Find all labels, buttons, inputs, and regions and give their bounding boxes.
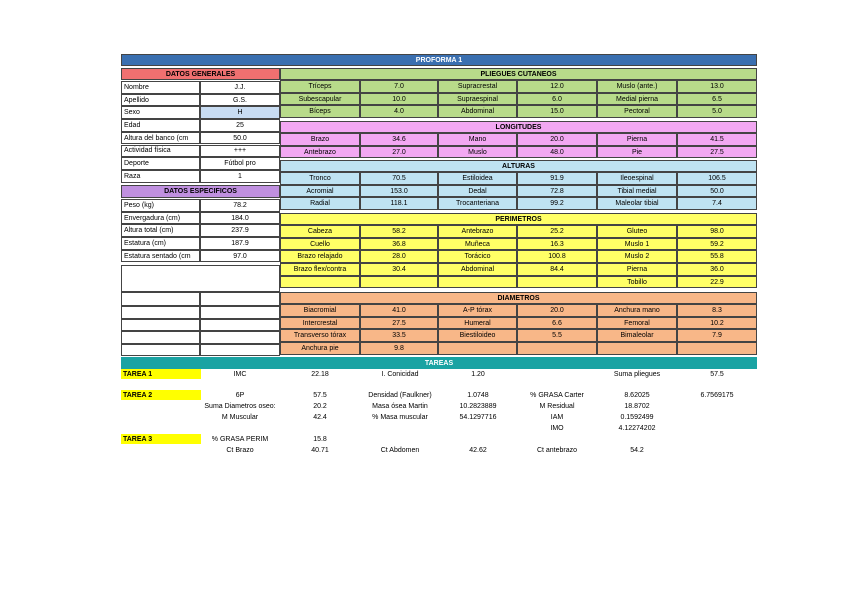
diametros-cell: Intercrestal (280, 317, 360, 330)
perimetros-cell: Antebrazo (438, 225, 517, 238)
row-label: Actividad física (121, 145, 200, 158)
perimetros-cell: 55.8 (677, 250, 757, 263)
row-label: Edad (121, 119, 200, 132)
alturas-cell: 118.1 (360, 197, 438, 210)
alturas-cell: 70.5 (360, 172, 438, 185)
row-value: 97.0 (200, 250, 280, 263)
diametros-header: DIAMETROS (280, 292, 757, 304)
pliegues-cell: Subescapular (280, 93, 360, 106)
empty-cell (200, 319, 280, 332)
diametros-cell: 8.3 (677, 304, 757, 317)
empty-cell (121, 306, 200, 319)
tarea2-item: Masa ósea Martin (372, 402, 428, 410)
perimetros-cell: Tobillo (597, 276, 677, 289)
tarea3-item: 15.8 (313, 435, 327, 443)
alturas-cell: 50.0 (677, 185, 757, 198)
diametros-cell: 41.0 (360, 304, 438, 317)
tarea1-item: 57.5 (710, 370, 724, 378)
tarea2-item: 18.8702 (624, 402, 650, 410)
diametros-cell: Biacromial (280, 304, 360, 317)
pliegues-cell: Muslo (ante.) (597, 80, 677, 93)
pliegues-cell: 13.0 (677, 80, 757, 93)
perimetros-cell: 84.4 (517, 263, 597, 276)
alturas-cell: Tibial medial (597, 185, 677, 198)
perimetros-cell: Brazo relajado (280, 250, 360, 263)
row-label: Apellido (121, 94, 200, 107)
alturas-cell: Estiloidea (438, 172, 517, 185)
perimetros-cell (438, 276, 517, 289)
diametros-cell: 5.5 (517, 329, 597, 342)
pliegues-cell: 4.0 (360, 105, 438, 118)
alturas-cell: Radial (280, 197, 360, 210)
perimetros-cell: 36.0 (677, 263, 757, 276)
row-value: 78.2 (200, 199, 280, 212)
tarea3-item: Ct Brazo (226, 446, 254, 454)
diametros-cell: Bimaleolar (597, 329, 677, 342)
diametros-cell: 27.5 (360, 317, 438, 330)
diametros-cell: 7.9 (677, 329, 757, 342)
longitudes-cell: 27.5 (677, 146, 757, 159)
alturas-cell: Trocanteriana (438, 197, 517, 210)
row-label: Sexo (121, 106, 200, 119)
perimetros-cell (360, 276, 438, 289)
pliegues-cell: Abdominal (438, 105, 517, 118)
tarea1-item: Suma pliegues (613, 370, 661, 378)
pliegues-cell: Tríceps (280, 80, 360, 93)
alturas-cell: 99.2 (517, 197, 597, 210)
alturas-cell: 91.9 (517, 172, 597, 185)
tarea1-label: TAREA 1 (121, 369, 201, 379)
row-label: Altura del banco (cm (121, 132, 200, 145)
tarea2-item: 42.4 (313, 413, 327, 421)
diametros-cell: Anchura mano (597, 304, 677, 317)
tarea2-item: Suma Diametros oseo: (204, 402, 276, 410)
diametros-cell: Humeral (438, 317, 517, 330)
pliegues-cell: 6.5 (677, 93, 757, 106)
perimetros-cell: Torácico (438, 250, 517, 263)
longitudes-cell: 41.5 (677, 133, 757, 146)
longitudes-cell: Pie (597, 146, 677, 159)
perimetros-cell: 22.9 (677, 276, 757, 289)
perimetros-cell: Muslo 1 (597, 238, 677, 251)
tarea3-item: % GRASA PERIM (211, 435, 269, 443)
tarea1-item: IMC (233, 370, 247, 378)
row-label: Altura total (cm) (121, 224, 200, 237)
pliegues-cell: Supracrestal (438, 80, 517, 93)
empty-cell (121, 265, 280, 292)
alturas-header: ALTURAS (280, 160, 757, 172)
tarea2-item: 6P (235, 391, 245, 399)
tarea2-item: % GRASA Carter (530, 391, 584, 399)
empty-cell (200, 306, 280, 319)
row-value: 237.9 (200, 224, 280, 237)
tarea2-item: 57.5 (313, 391, 327, 399)
tarea3-item: 54.2 (630, 446, 644, 454)
tarea3-item: 40.71 (311, 446, 329, 454)
perimetros-cell: Muslo 2 (597, 250, 677, 263)
perimetros-cell: 30.4 (360, 263, 438, 276)
pliegues-cell: Bíceps (280, 105, 360, 118)
row-label: Nombre (121, 81, 200, 94)
pliegues-cell: Pectoral (597, 105, 677, 118)
tarea1-item: I. Conicidad (381, 370, 419, 378)
perimetros-cell: 16.3 (517, 238, 597, 251)
diametros-cell: 9.8 (360, 342, 438, 355)
row-label: Deporte (121, 157, 200, 170)
alturas-cell: Ileoespinal (597, 172, 677, 185)
perimetros-cell: 98.0 (677, 225, 757, 238)
tarea3-item: Ct Abdomen (380, 446, 420, 454)
perimetros-cell: Gluteo (597, 225, 677, 238)
tarea2-label: TAREA 2 (121, 390, 201, 400)
tarea2-item: 8.62025 (624, 391, 650, 399)
longitudes-header: LONGITUDES (280, 121, 757, 133)
perimetros-cell: Muñeca (438, 238, 517, 251)
row-label: Raza (121, 170, 200, 183)
tarea2-item: 10.2823889 (459, 402, 497, 410)
pliegues-cell: 12.0 (517, 80, 597, 93)
longitudes-cell: 27.0 (360, 146, 438, 159)
tarea2-item: 20.2 (313, 402, 327, 410)
tarea1-item: 1.20 (471, 370, 485, 378)
perimetros-cell: Pierna (597, 263, 677, 276)
tarea2-item: IMO (550, 424, 564, 432)
empty-cell (200, 344, 280, 357)
perimetros-cell: Abdominal (438, 263, 517, 276)
row-value: 1 (200, 170, 280, 183)
diametros-cell (517, 342, 597, 355)
alturas-cell: Dedal (438, 185, 517, 198)
pliegues-cell: 6.0 (517, 93, 597, 106)
pliegues-cell: Medial pierna (597, 93, 677, 106)
diametros-cell: Femoral (597, 317, 677, 330)
longitudes-cell: Antebrazo (280, 146, 360, 159)
pliegues-cell: 10.0 (360, 93, 438, 106)
empty-cell (121, 319, 200, 332)
empty-cell (121, 344, 200, 357)
diametros-cell: 10.2 (677, 317, 757, 330)
diametros-cell (597, 342, 677, 355)
longitudes-cell: 48.0 (517, 146, 597, 159)
longitudes-cell: Brazo (280, 133, 360, 146)
tarea2-item: M Muscular (221, 413, 259, 421)
alturas-cell: 7.4 (677, 197, 757, 210)
row-value: 184.0 (200, 212, 280, 225)
row-label: Estatura (cm) (121, 237, 200, 250)
pliegues-cell: Supraespinal (438, 93, 517, 106)
row-value: 187.9 (200, 237, 280, 250)
alturas-cell: 153.0 (360, 185, 438, 198)
diametros-cell: Anchura pie (280, 342, 360, 355)
diametros-cell: 6.6 (517, 317, 597, 330)
perimetros-cell (517, 276, 597, 289)
tarea2-item: 54.1297716 (459, 413, 497, 421)
perimetros-cell: 100.8 (517, 250, 597, 263)
perimetros-header: PERIMETROS (280, 213, 757, 225)
empty-cell (200, 292, 280, 306)
row-label: Envergadura (cm) (121, 212, 200, 225)
longitudes-cell: 34.6 (360, 133, 438, 146)
longitudes-cell: Pierna (597, 133, 677, 146)
diametros-cell (677, 342, 757, 355)
diametros-cell: A-P tórax (438, 304, 517, 317)
alturas-cell: Tronco (280, 172, 360, 185)
perimetros-cell: 58.2 (360, 225, 438, 238)
row-value: H (200, 106, 280, 119)
tarea1-item: 22.18 (311, 370, 329, 378)
perimetros-cell: 28.0 (360, 250, 438, 263)
perimetros-cell: 36.8 (360, 238, 438, 251)
row-value: J.J. (200, 81, 280, 94)
perimetros-cell: Brazo flex/contra (280, 263, 360, 276)
pliegues-cell: 7.0 (360, 80, 438, 93)
diametros-cell: 20.0 (517, 304, 597, 317)
tarea2-item: 4.12274202 (618, 424, 656, 432)
tarea3-item: Ct antebrazo (536, 446, 578, 454)
tareas-header: TAREAS (121, 357, 757, 369)
row-label: Estatura sentado (cm (121, 250, 200, 263)
tarea2-item: 0.1592499 (620, 413, 654, 421)
longitudes-cell: Muslo (438, 146, 517, 159)
perimetros-cell: 59.2 (677, 238, 757, 251)
tarea2-item: IAM (550, 413, 564, 421)
sheet-title: PROFORMA 1 (121, 54, 757, 66)
empty-cell (121, 292, 200, 306)
row-value: 50.0 (200, 132, 280, 145)
alturas-cell: Acromial (280, 185, 360, 198)
empty-cell (121, 331, 200, 344)
perimetros-cell: Cabeza (280, 225, 360, 238)
tarea2-item: 1.0748 (467, 391, 489, 399)
perimetros-cell (280, 276, 360, 289)
tarea3-item: 42.62 (469, 446, 487, 454)
diametros-cell: 33.5 (360, 329, 438, 342)
row-value: +++ (200, 145, 280, 158)
diametros-cell: Transverso tórax (280, 329, 360, 342)
pliegues-cell: 5.0 (677, 105, 757, 118)
pliegues-cell: 15.0 (517, 105, 597, 118)
alturas-cell: Maleolar tibial (597, 197, 677, 210)
datos-generales-header: DATOS GENERALES (121, 68, 280, 80)
diametros-cell (438, 342, 517, 355)
tarea2-item: 6.7569175 (700, 391, 734, 399)
perimetros-cell: Cuello (280, 238, 360, 251)
longitudes-cell: 20.0 (517, 133, 597, 146)
tarea2-item: Densidad (Faulkner) (368, 391, 432, 399)
empty-cell (200, 331, 280, 344)
pliegues-header: PLIEGUES CUTANEOS (280, 68, 757, 80)
diametros-cell: Biestiloideo (438, 329, 517, 342)
tarea3-label: TAREA 3 (121, 434, 201, 444)
alturas-cell: 106.5 (677, 172, 757, 185)
row-label: Peso (kg) (121, 199, 200, 212)
tarea2-item: % Masa muscular (372, 413, 428, 421)
longitudes-cell: Mano (438, 133, 517, 146)
datos-especificos-header: DATOS ESPECIFICOS (121, 185, 280, 198)
alturas-cell: 72.8 (517, 185, 597, 198)
row-value: G.S. (200, 94, 280, 107)
row-value: 25 (200, 119, 280, 132)
perimetros-cell: 25.2 (517, 225, 597, 238)
row-value: Fútbol pro (200, 157, 280, 170)
tarea2-item: M Residual (539, 402, 575, 410)
